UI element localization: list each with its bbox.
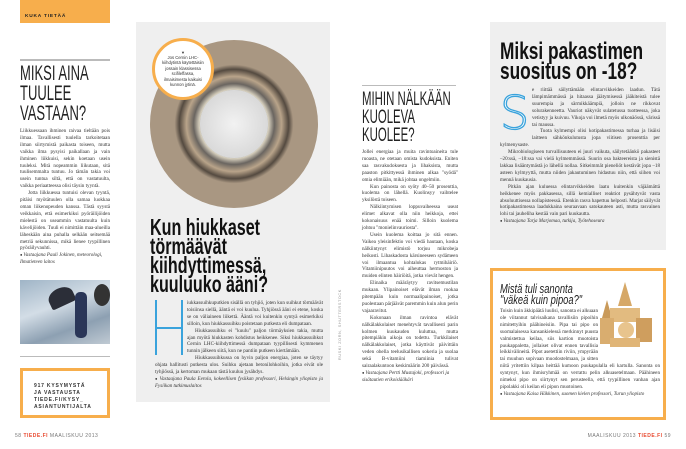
pointer-icon: ▼: [181, 50, 185, 55]
article-freezer-title: Miksi pakastimen suositus on -18?: [500, 38, 644, 85]
article-title: MIKSI AINA TUULEE VASTAAN?: [20, 62, 89, 125]
article-wind: [20, 64, 110, 267]
article-credit: ● Vastaajana Pauli Jokinen, meteorologi, Ilmatieteen laitos: [20, 252, 110, 266]
article-credit: ● Vastaajana Kaisa Häkkinen, suomen kielen professori, Turun yliopisto: [500, 391, 660, 399]
image-caption: ▼ Jos Cernin LHC-kiihdytintä käytettäisiin jossain klassisessa scifileffassa, ilmaisimesta kaikuisi kunnon jytinä.: [152, 38, 214, 100]
article-hunger: [362, 91, 458, 384]
promo-box[interactable]: 917 KYSYMYSTÄ JA VASTAUSTA TIEDE.FI/KYSY_ ASIANTUNTIJALTA: [20, 368, 110, 418]
umbrella-photo: [20, 280, 110, 344]
article-body: iukkassuihkuputkien sisällä on tyhjiö, joten kun suihkut törmäävät toisiinsa siellä, ääntä ei voi kuulua. Tyhjiössä ääni ei etene, koska se on väliaineen liikettä. Ääntä voi kuitenkin syntyä esimerkiksi silloin, kun hiukkassuihku poistetaan putkesta eli dumpataan. Hiukkassuihku ei "kuulu" paljon törmäyksien takia, mutta ajan myötä hiukkasten kohdistus heikkenee. Siksi hiukkassuihkut Cernin LHC-kiihdyttimessä dumpataan tyypillisesti kymmenen tunnin jälkeen siitä, kun ne pantiin putkeen kiertämään. Hiukkassuihkussa on hyvin paljon energiaa, joten se täytyy ohjata hallitusti putkesta ulos. Suihku ajetaan betonilohkoihin, jotka eivät ole tyhjiössä, ja kertoman mukaan tästä kuuluu jysähdys. ● Vastaajana Paula Eerola, kokeellisen fysiikan professori, Helsingin yliopisto ja Fysiikan tutkimuslaitos: [155, 300, 323, 390]
divider: [20, 356, 110, 357]
article-particles-title: Kun hiukkaset törmäävät kiihdyttimessä, kuuluuko ääni?: [150, 214, 269, 297]
article-body: Jollei energiaa ja muita ravintoaineita tule ruoasta, ne otetaan omista kudoksista. Eniten saa rasvakudoksesta ja lihaksista, mutta paaston pitkittyessä ihminen alkaa "syödä" omia elimiään, mikä johtaa ongelmiin. Kun painosta on syöty 40–50 prosenttia, kuolema on lähellä. Kuolinsyy vaihtelee yksilöstä toiseen. Nälkiintymisen loppuvaiheessa useat elimet alkavat olla niin heikkoja, ettei kokonaisuus enää toimi. Silloin kuolema johtuu "monielinvauriosta". Usein kuolema koittaa jo sitä ennen. Vaikea yleisinfektio voi viedä hautaan, koska nälkiintynyt elimistö torjuu mikrobeja heikosti. Lihaskadosta kärsineeseen sydämeen voi ilmaantua kohtalokas rytmihäiriö. Vitamiinipuutos voi aiheuttaa hermoston ja muiden elinten häiriöitä, jotka vievät hengen. Elinaika määräytyy ravitsemustilan mukaan. Ylipainoiset elävät ilman ruokaa pitempään kuin normaalipainoiset, jotka puolestaan pärjäävät paremmin kuin alun perin vajaaravitut. Kokonaan ilman ravintoa elävät nälkälakkolaiset menehtyvät tavallisesti parin kolmen kuukauden kuluttua, mutta pitempiäkin aikoja on todettu. Turkkilaiset nälkälakkolaiset, jotka käyttivät päivittäin veden ohella teelusikallisen sokeria ja suolaa sekä B-vitamiini tiamiinia tulivat sairaalakuntoon keskimäärin 200 päivässä.: [362, 149, 458, 370]
article-body: Liikkuessaan ihminen raivaa tieltään pois ilmaa. Tavallisesti tuulella tarkoitetaan ilman siirtymistä paikasta toiseen, mutta vaikka ilma pysyisi paikallaan ja vain ihminen liikkuisi, sekin koetaan usein tuuleksi. Mitä nopeammin liikutaan, sitä tuulisemmalta tuntuu. Jo tämän takia voi usein tuntua siltä, että on vastatuulta, vaikka periaatteessa olisi täysin tyyntä. Jotta liikkuessa tuntuisi olevan tyyntä, pitäisi myötätuulen olla samaa luokkaa oman liikenopeuden kanssa. Tästä syystä veikkaisin, että esimerkiksi pyöräilijöiden mielestä on useammin vastatuulta kuin kävelijöiden. Tuuli ei nimittäin maa-alueilla läheskään aina puhalla selkään seitsemää metriä sekunnissa, mikä lienee tyypillinen pyöräilyvauhti.: [20, 128, 110, 252]
footer-left: 58 TIEDE.FI MAALISKUU 2013: [15, 433, 99, 439]
article-body: Toisin kuin äkkipäätä luulisi, sanonta ei alkuaan ole viitannut talvisaikana tavallisiin pipoihin nimitettyihin päähineisiin. Pipa tai pipo on suomalaisessa kansankielessä merkinnyt puusta valmistettua keilaa, siis kartion muotoista puukappaletta, jollaiset olivat ennen tavallisia leikkivälineitä. Pipot asetettiin riviin, ympyrään tai muuhun sopivaan muodostelmaan, ja sitten niitä yritettiin kilpaa heittää kumoon puukapulalla eli kartulla. Sanonta on syntynyt, kun ihmisryhmää on verrattu pelin alkuasetelmaan. Päähineen nimeksi pipo on siirtynyt sen perusteella, että tyypillinen vanhan ajan pipolakki oli keilan eli pipon muotoinen. ● Vastaajana Kaisa Häkkinen, suomen kielen professori, Turun yliopisto: [500, 308, 660, 398]
section-tab-label: KUKA TIETÄÄ: [25, 14, 67, 19]
article-title: MIHIN NÄLKÄÄN KUOLEVA KUOLEE?: [362, 89, 451, 146]
divider: [20, 59, 110, 61]
section-tab: [20, 0, 110, 23]
article-body: S e riittää säilyttämään elintarvikkeiden laadun. Tätä lämpimämmässä ja hitaassa jäätymisessä jääkiteistä tulee suurempia ja särmikkäämpiä, jolloin ne rikkovat solurakenneetta. Vauriot näkyvät sulatetussa tuotteessa, joka vetistyy ja kuivuu. Vikoja voi ilmetä myös ulkonäössä, värissä tai maussa. Tuota kylmempi olisi kotipakastimessa turhaa ja lisäisi laitteen sähkönkulutusta jopa viitisen prosenttia per kylmenysaste. Mikrobiologiseen turvallisuuteen ei juuri vaikuta, säilytetäänkö pakasteet –20:ssä, –18:ssa vai vielä kylmemmässä. Suurin osa bakteereista ja sienistä lakkaa lisääntymästä jo lähellä nollaa. Sitkeimmät pieneliöt kestävät jopa –18 asteen kylmyyttä, mutta niiden jakautuminen hidastuu niin, että siihen voi mennä kuukausia. Pitkän ajan kuluessa elintarvikkeiden laatu kuitenkin väjäämättä heikkenee myös pakkasessa, sillä kemialliset reaktiot pysähtyvät vasta absoluuttisessa nollapisteessä. Etenkin rasva hapettuu helposti. Marjat säilyvät kotipakastimessa laadukkaina seuraavaan satokauteen asti, mutta rasvainen lohi tai jauheliha kestää vain pari kuukautta. ● Vastaajana Tarja Marjomaa, tutkija, Työtehoseura: [500, 87, 660, 226]
footer-right: MAALISKUU 2013 TIEDE.FI 59: [587, 433, 671, 439]
article-credit: ● Vastaajana Paula Eerola, kokeellisen fysiikan professori, Helsingin yliopisto ja Fysiikan tutkimuslaitos: [155, 376, 323, 390]
article-saying-title: Mistä tuli sanonta "väkeä kuin pipoa?": [500, 281, 583, 307]
photo-credit: RUSKI ZORN, SHUTTERSTOCK: [338, 289, 342, 360]
divider: [362, 85, 456, 86]
drop-cap-s: S: [500, 87, 530, 140]
article-credit: ● Vastaajana Tarja Marjomaa, tutkija, Työtehoseura: [500, 218, 660, 226]
article-credit: ● Vastaajana Pertti Mustajoki, professori ja sisätautien erikoislääkäri: [362, 370, 458, 384]
